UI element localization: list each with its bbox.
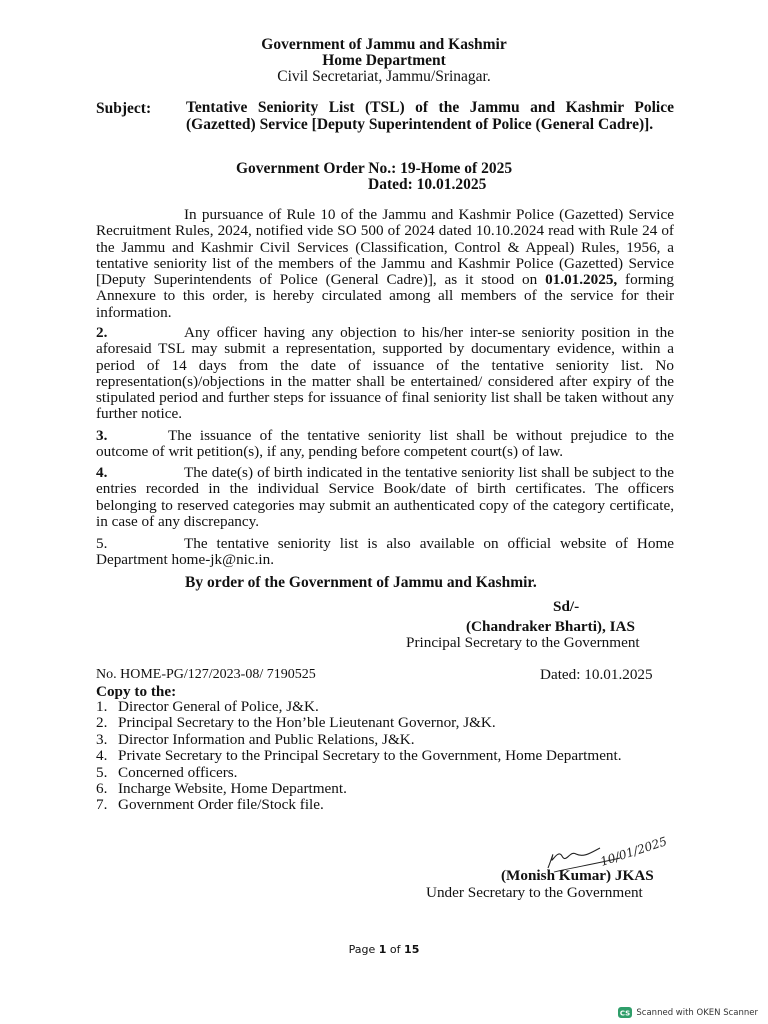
paragraph-2: 2. Any officer having any objection to his/her inter-se seniority position in the aforesaid TSL may submit a representation, supported by documentary evidence, within a period of 14 days from the date of issuance of the tentative seniority list. No representation(s)/objections in the matter shall be entertained/ considered after expiry of the stipulated period and further steps for issuance of final seniority list shall be taken without any further notice.: [96, 324, 674, 423]
signatory-title: Principal Secretary to the Government: [406, 634, 640, 651]
order-number: Government Order No.: 19-Home of 2025: [236, 160, 513, 177]
copy-to-heading: Copy to the:: [96, 683, 177, 700]
scanner-text: Scanned with OKEN Scanner: [636, 1007, 758, 1018]
signature-date: 10/01/2025: [598, 834, 669, 869]
list-item: 5. Concerned officers.: [96, 763, 238, 781]
paragraph-5: 5. The tentative seniority list is also available on official website of Home Department home-jk@nic.in.: [96, 535, 674, 569]
list-item: 3. Director Information and Public Relations, J&K.: [96, 730, 415, 748]
subject-label: Subject:: [96, 100, 152, 117]
page-number: Page 1 of 15: [348, 943, 420, 956]
header-government: Government of Jammu and Kashmir: [261, 36, 507, 53]
reference-date: Dated: 10.01.2025: [540, 666, 653, 683]
paragraph-1: In pursuance of Rule 10 of the Jammu and Kashmir Police (Gazetted) Service Recruitment Rules, 2024, notified vide SO 500 of 2024 dated 10.10.2024 read with Rule 24 of the Jammu and Kashmir Civil Services (Classification, Control & Appeal) Rules, 1956, a tentative seniority list of the members of the Jammu and Kashmir Police (Gazetted) Service [Deputy Superintendents of Police (General Cadre)], as it stood on 01.01.2025, forming Annexure to this order, is hereby circulated among all members of the service for their information.: [96, 206, 674, 321]
scanner-logo-icon: [618, 1007, 632, 1018]
under-secretary-title: Under Secretary to the Government: [426, 884, 643, 901]
header-location: Civil Secretariat, Jammu/Srinagar.: [277, 68, 491, 85]
scanner-watermark: [618, 1007, 758, 1018]
svg-text:CS: CS: [620, 1009, 631, 1018]
list-item: 2. Principal Secretary to the Hon’ble Lieutenant Governor, J&K.: [96, 714, 496, 732]
list-item: 6. Incharge Website, Home Department.: [96, 780, 347, 798]
by-order-line: By order of the Government of Jammu and Kashmir.: [185, 574, 537, 591]
list-item: 1. Director General of Police, J&K.: [96, 698, 319, 715]
signed-mark: Sd/-: [553, 598, 580, 615]
paragraph-4: 4. The date(s) of birth indicated in the tentative seniority list shall be subject to the entries recorded in the individual Service Book/date of birth certificates. The officers belonging to reserved categories may submit an authenticated copy of the category certificate, in case of any discrepancy.: [96, 464, 674, 530]
subject-text: Tentative Seniority List (TSL) of the Jammu and Kashmir Police (Gazetted) Service [Deputy Superintendent of Police (General Cadre)].: [186, 99, 674, 133]
copy-to-list: [96, 699, 676, 814]
paragraph-3: 3. The issuance of the tentative seniority list shall be without prejudice to the outcome of writ petition(s), if any, pending before competent court(s) of law.: [96, 427, 674, 461]
reference-number: No. HOME-PG/127/2023-08/ 7190525: [96, 667, 316, 682]
list-item: 4. Private Secretary to the Principal Secretary to the Government, Home Department.: [96, 747, 622, 765]
order-date: Dated: 10.01.2025: [368, 176, 487, 193]
under-secretary-name: (Monish Kumar) JKAS: [501, 867, 654, 884]
signatory-name: (Chandraker Bharti), IAS: [466, 618, 635, 635]
list-item: 7. Government Order file/Stock file.: [96, 796, 324, 814]
header-department: Home Department: [322, 52, 446, 69]
